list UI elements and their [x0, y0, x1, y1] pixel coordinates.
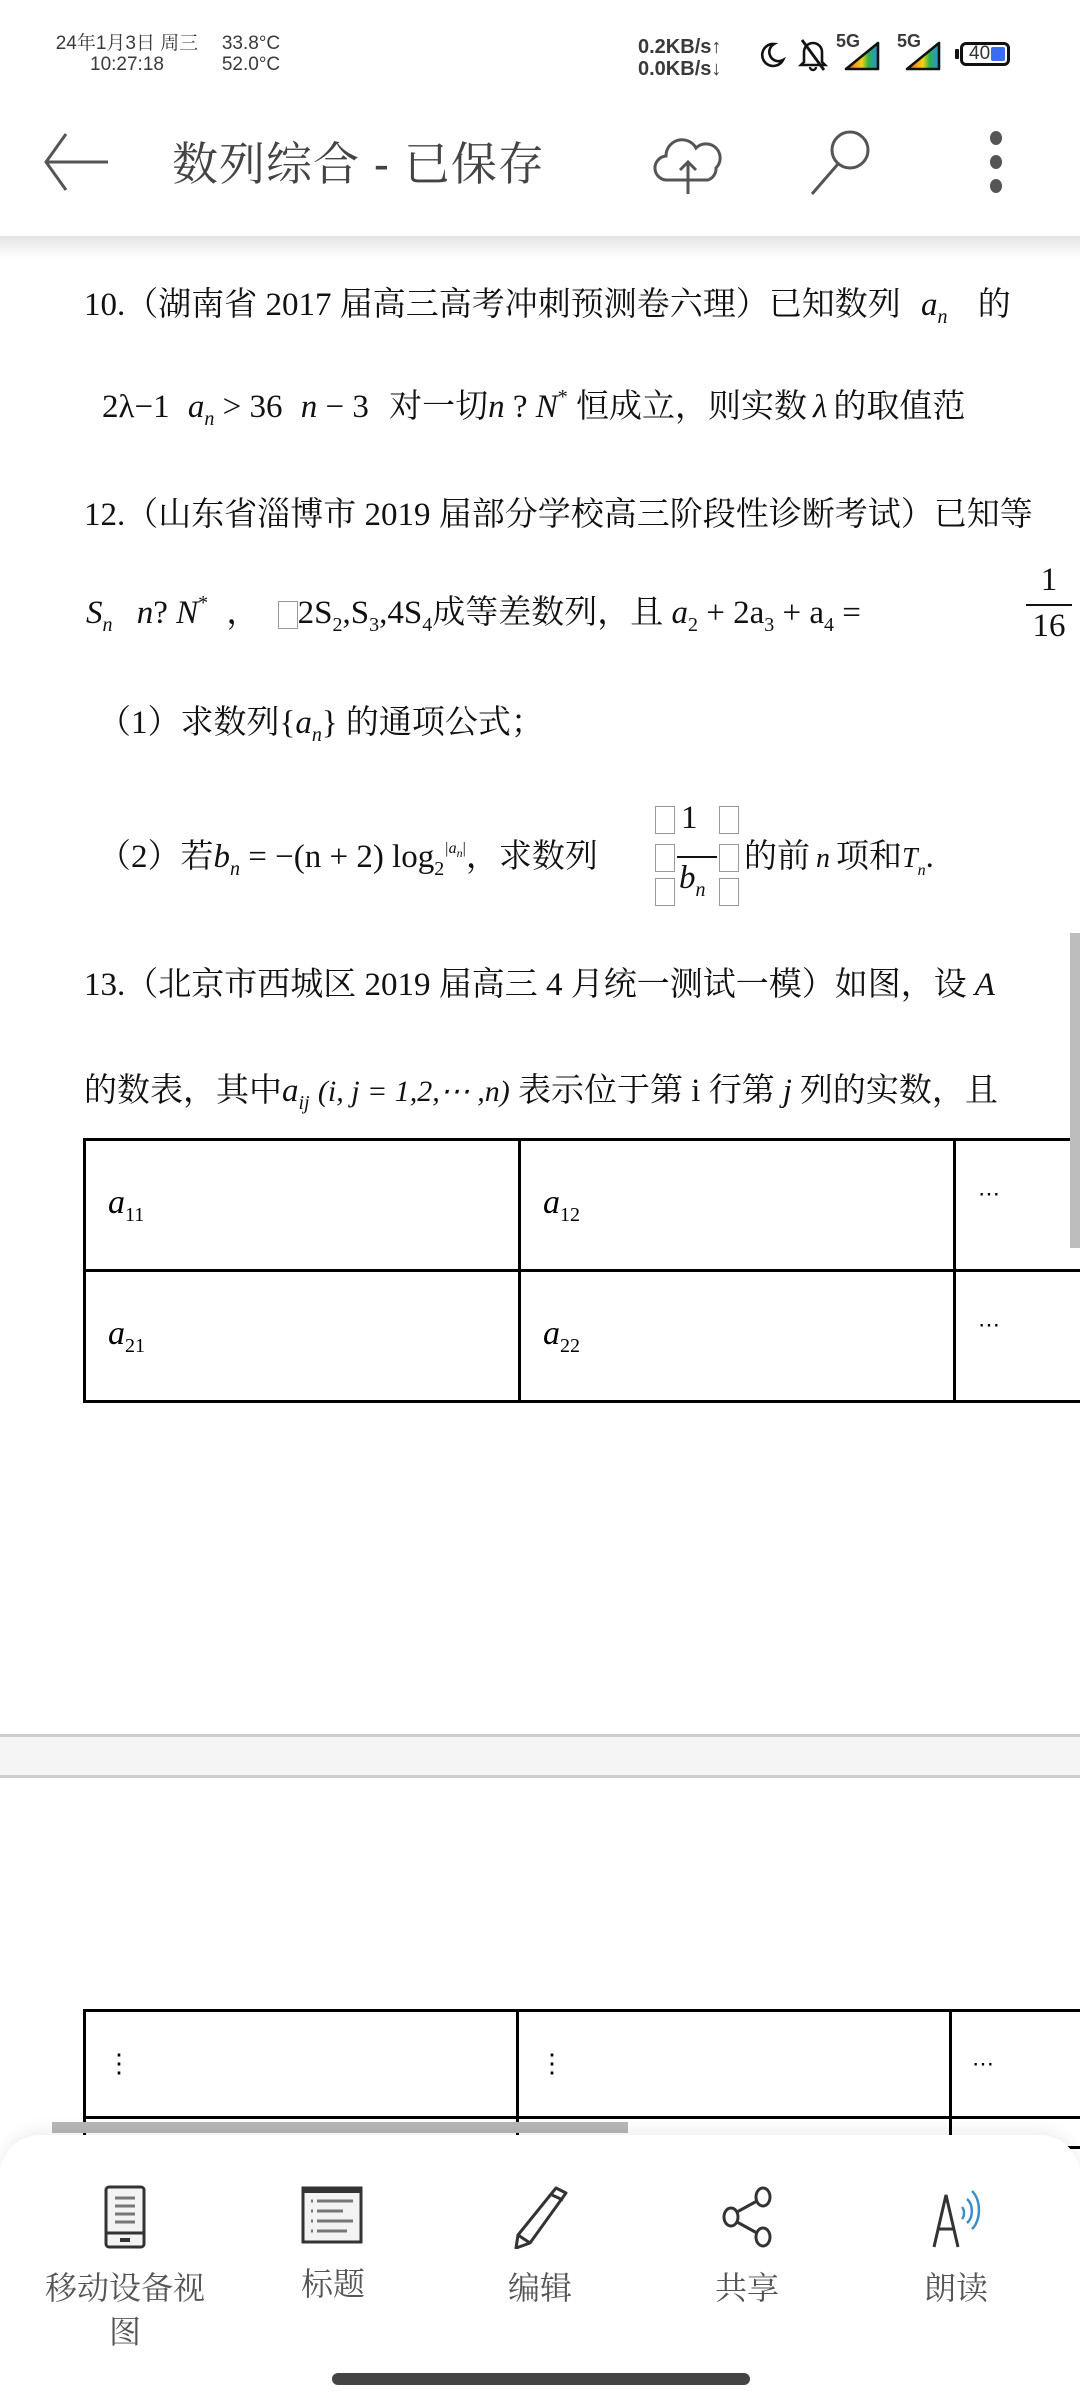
- missing-glyph: [655, 806, 675, 834]
- q13-line2: 的数表，其中$a_{ij}$ (i, j = 1,2,⋯ ,n) 表示位于第 i 行第 j 列的实数，且: [84, 1073, 998, 1114]
- net-speed-up: 0.2KB/s↑: [638, 36, 722, 58]
- table-cell: ⋮: [85, 2011, 518, 2118]
- cloud-upload-icon[interactable]: [650, 132, 726, 196]
- vertical-scrollbar[interactable]: [1070, 933, 1080, 1248]
- missing-glyph: [719, 844, 739, 872]
- home-indicator[interactable]: [332, 2373, 750, 2385]
- more-vertical-icon[interactable]: [984, 130, 1008, 194]
- headings-list-icon: [301, 2185, 365, 2245]
- status-time: 10:27:18: [90, 54, 164, 75]
- q12-part2: （2）若$b_n = -(n + 2)$ $\log_2^{|an|}$，求数列: [98, 839, 598, 880]
- q10-line2: 2λ−1 $a_n > 36$ n − 3 对一切n ? N* 恒成立，则实数 λ 的取值范: [102, 386, 966, 430]
- net-speed-down: 0.0KB/s↓: [638, 58, 722, 80]
- signal2-label: 5G: [897, 31, 922, 51]
- page-break: [0, 1734, 1080, 1778]
- toolbar-read-aloud-button[interactable]: 朗读: [866, 2185, 1046, 2310]
- bell-muted-icon: [796, 36, 830, 72]
- table-cell: $a_{11}$: [85, 1140, 520, 1271]
- table-cell: $a_{12}$: [520, 1140, 955, 1271]
- q12-part1: （1）求数列$\{a_n\}$ 的通项公式；: [98, 705, 544, 746]
- signal-5g-icon: [843, 40, 883, 72]
- matrix-table-top: [83, 1138, 1080, 1403]
- horizontal-scrollbar[interactable]: [52, 2122, 628, 2133]
- back-arrow-icon[interactable]: [40, 128, 120, 192]
- mobile-view-icon: [103, 2185, 147, 2249]
- missing-glyph: [719, 806, 739, 834]
- battery-tip: [955, 49, 959, 59]
- read-aloud-icon: [924, 2185, 988, 2249]
- status-date: 24年1月3日 周三: [55, 33, 199, 54]
- search-icon[interactable]: [806, 128, 876, 196]
- fraction-bar: [677, 856, 717, 858]
- moon-icon: [756, 40, 786, 70]
- table-row: [85, 1271, 1080, 1402]
- q10-line1: 10.（湖南省 2017 届高三高考冲刺预测卷六理）已知数列 $a_n$ 的: [84, 287, 1011, 328]
- status-temp-battery: 52.0°C: [221, 54, 281, 75]
- header-shadow: [0, 236, 1080, 258]
- table-cell: ⋮: [518, 2011, 951, 2118]
- missing-glyph: [719, 878, 739, 906]
- toolbar-headings-button[interactable]: 标题: [243, 2185, 423, 2306]
- table-cell: ⋯: [951, 2011, 1080, 2118]
- toolbar-mobile-view-button[interactable]: 移动设备视图: [35, 2185, 215, 2354]
- missing-glyph: [655, 844, 675, 872]
- toolbar-share-button[interactable]: 共享: [657, 2185, 837, 2310]
- table-row: [85, 2011, 1080, 2118]
- table-cell: ⋯: [955, 1271, 1080, 1402]
- table-cell: ⋯: [955, 1140, 1080, 1271]
- battery-level: 40: [969, 43, 991, 64]
- table-cell: $a_{22}$: [520, 1271, 955, 1402]
- signal1-label: 5G: [836, 31, 861, 51]
- missing-glyph: [278, 601, 298, 629]
- table-cell: $a_{21}$: [85, 1271, 520, 1402]
- battery-icon: [960, 42, 1010, 66]
- missing-glyph: [655, 878, 675, 906]
- status-temp-cpu: 33.8°C: [221, 33, 281, 54]
- share-icon: [717, 2185, 777, 2249]
- q13-line1: 13.（北京市西城区 2019 届高三 4 月统一测试一模）如图，设 A: [84, 967, 995, 1003]
- sequence-fraction: 1 $b_n$: [655, 800, 745, 906]
- table-row: [85, 1140, 1080, 1271]
- document-title: 数列综合 - 已保存: [172, 138, 545, 190]
- signal-5g-icon: [904, 40, 944, 72]
- q12-part2-tail: 的前 n 项和$T_n$.: [744, 839, 934, 879]
- toolbar-edit-button[interactable]: 编辑: [450, 2185, 630, 2310]
- q12-line2: $S_n$ n? N* ， $2S_2,S_3,4S_4$成等差数列，且 $a_2 + 2a_3 + a_4$ =: [86, 592, 861, 636]
- pencil-icon: [508, 2185, 572, 2249]
- q12-line1: 12.（山东省淄博市 2019 届部分学校高三阶段性诊断考试）已知等: [84, 497, 1033, 533]
- fraction-1-16: 1 16: [1026, 560, 1072, 646]
